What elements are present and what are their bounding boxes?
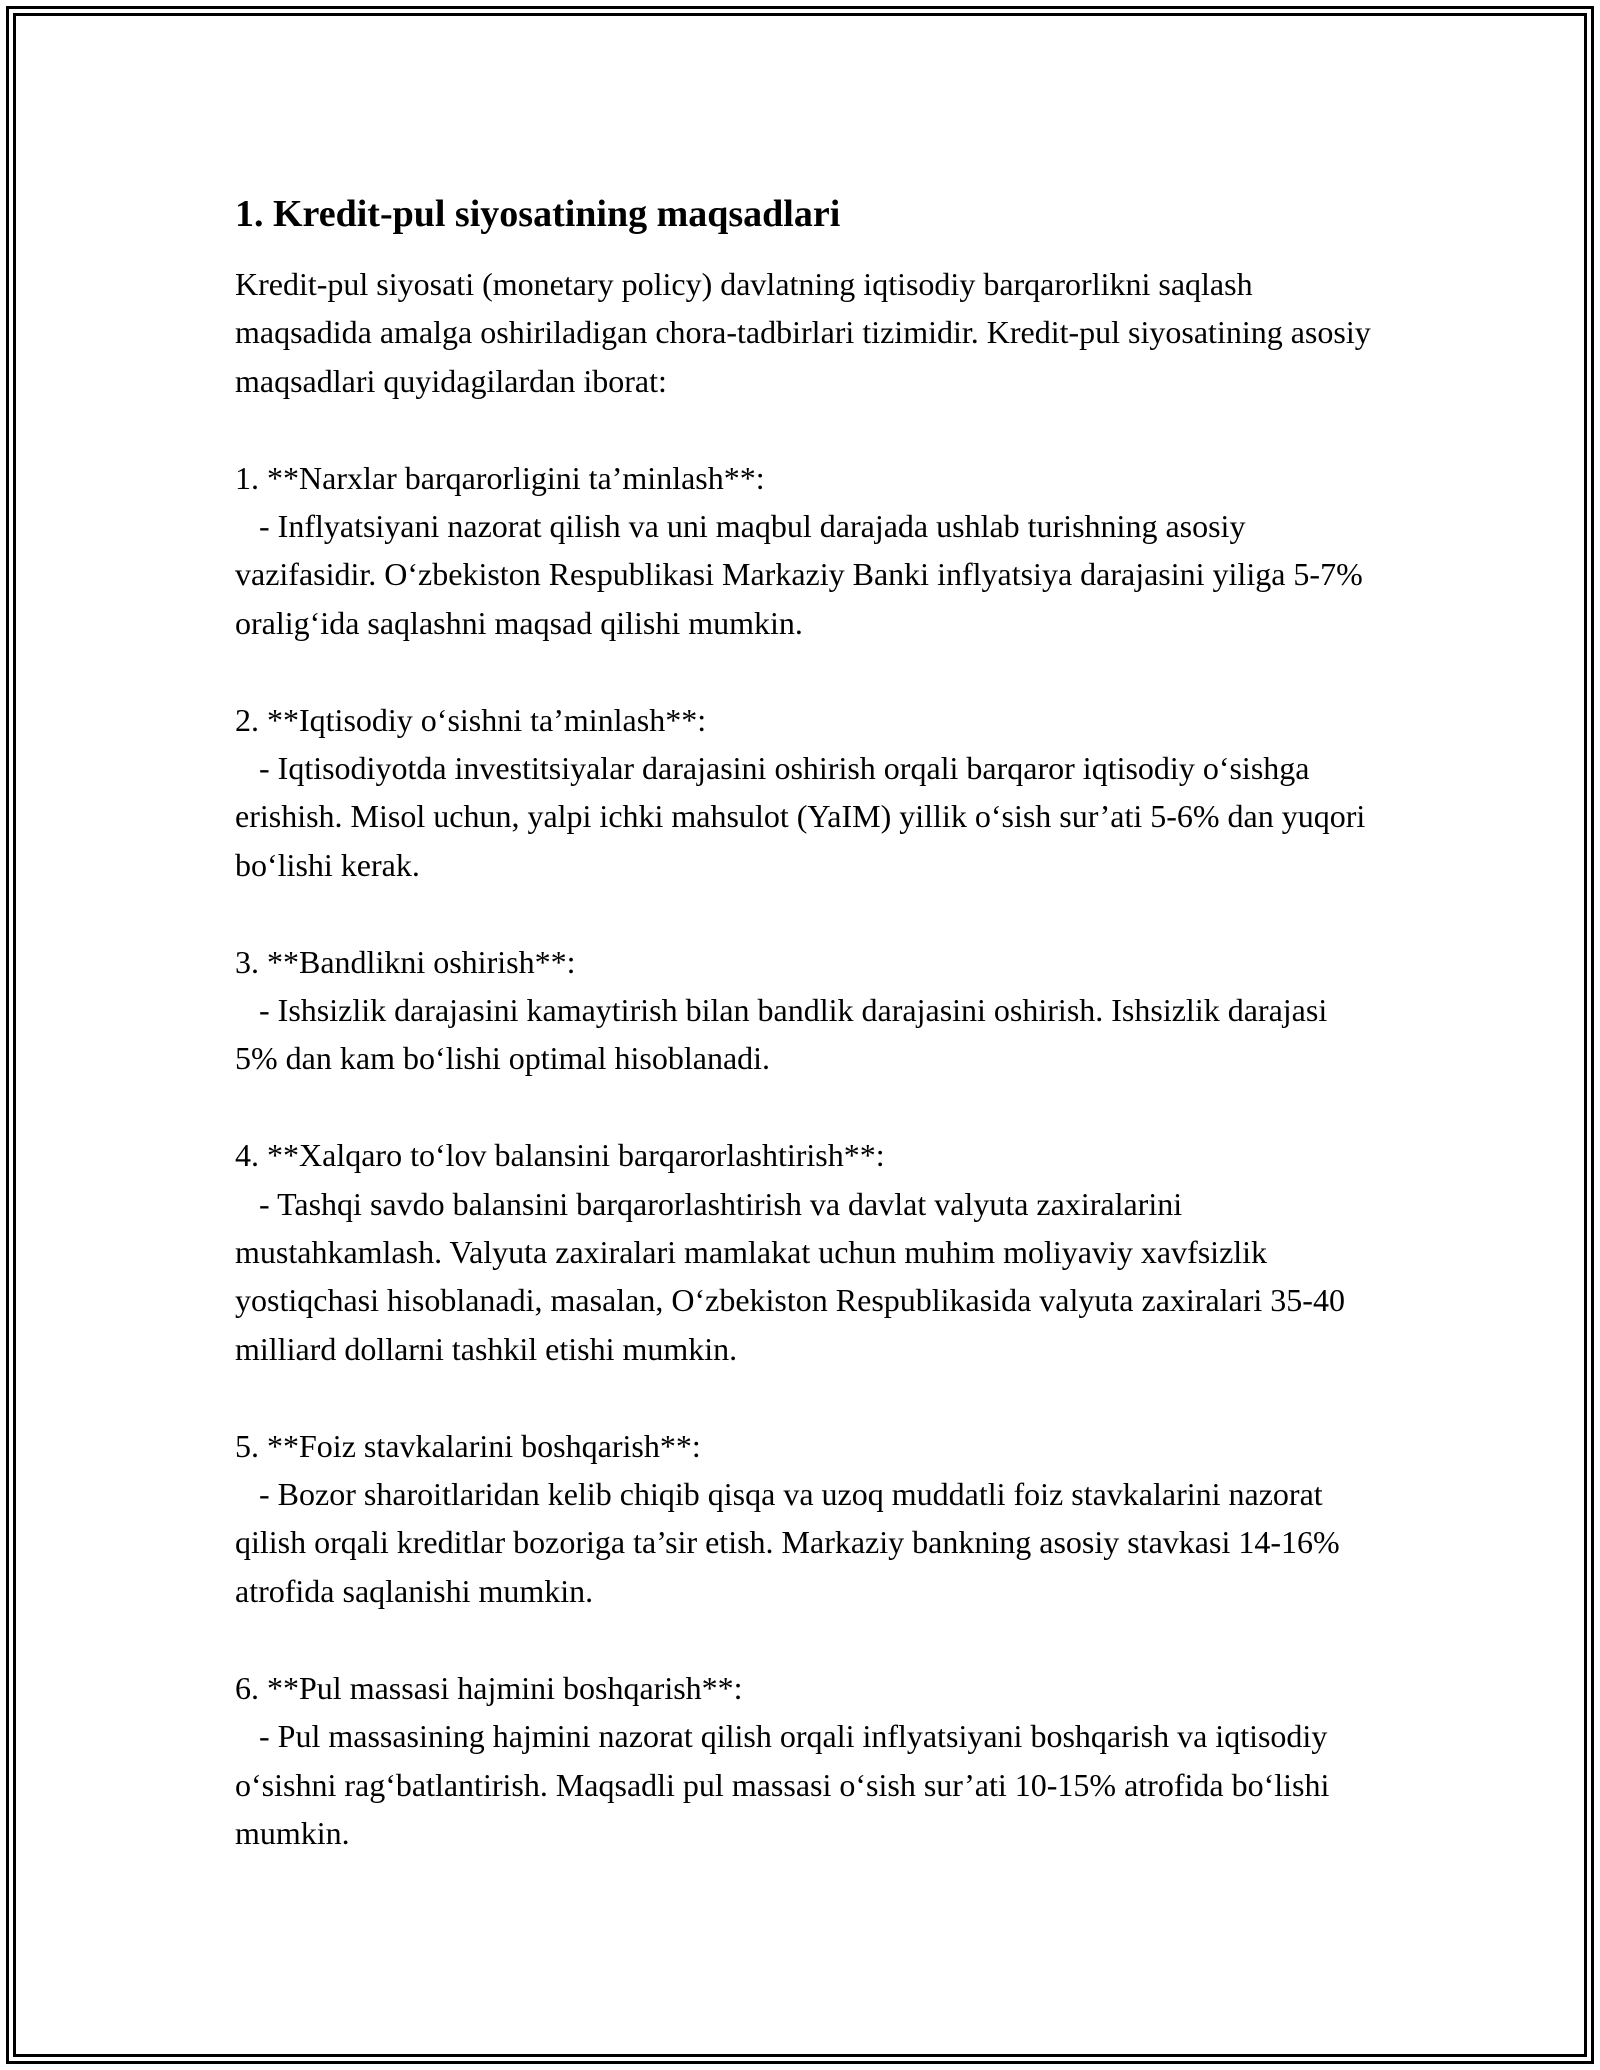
goal-title: 1. **Narxlar barqarorligini ta’minlash**: bbox=[235, 459, 765, 496]
document-body bbox=[235, 188, 1375, 1906]
goal-description: - Pul massasining hajmini nazorat qilish orqali inflyatsiyani boshqarish va iqtisodiy o‘sishni rag‘batlantirish. Maqsadli pul massasi o‘sish sur’ati 10-15% atrofida bo‘lishi mumkin. bbox=[235, 1718, 1330, 1851]
section-heading: 1. Kredit-pul siyosatining maqsadlari bbox=[235, 193, 841, 235]
goal-description: - Bozor sharoitlaridan kelib chiqib qisqa va uzoq muddatli foiz stavkalarini nazorat qilish orqali kreditlar bozoriga ta’sir etish. Markaziy bankning asosiy stavkasi 14-16% atrofida saqlanishi mumkin. bbox=[235, 1476, 1340, 1609]
goal-item-3 bbox=[235, 938, 1375, 1083]
goal-description: - Iqtisodiyotda investitsiyalar darajasini oshirish orqali barqaror iqtisodiy o‘sishga erishish. Misol uchun, yalpi ichki mahsulot (YaIM) yillik o‘sish sur’ati 5-6% dan yuqori bo‘lishi kerak. bbox=[235, 750, 1366, 883]
goal-item-2 bbox=[235, 696, 1375, 890]
goal-description: - Tashqi savdo balansini barqarorlashtirish va davlat valyuta zaxiralarini mustahkamlash. Valyuta zaxiralari mamlakat uchun muhim moliyaviy xavfsizlik yostiqchasi hisoblanadi, masalan, O‘zbekiston Respublikasida valyuta zaxiralari 35-40 milliard dollarni tashkil etishi mumkin. bbox=[235, 1185, 1345, 1367]
goal-title: 3. **Bandlikni oshirish**: bbox=[235, 943, 576, 980]
goal-title: 6. **Pul massasi hajmini boshqarish**: bbox=[235, 1669, 743, 1706]
goal-title: 2. **Iqtisodiy o‘sishni ta’minlash**: bbox=[235, 701, 707, 738]
goal-description: - Ishsizlik darajasini kamaytirish bilan bandlik darajasini oshirish. Ishsizlik darajasi 5% dan kam bo‘lishi optimal hisoblanadi. bbox=[235, 992, 1328, 1077]
goal-description: - Inflyatsiyani nazorat qilish va uni maqbul darajada ushlab turishning asosiy vazifasidir. O‘zbekiston Respublikasi Markaziy Banki inflyatsiya darajasini yiliga 5-7% oralig‘ida saqlashni maqsad qilishi mumkin. bbox=[235, 508, 1363, 641]
goal-item-5 bbox=[235, 1422, 1375, 1616]
goal-title: 5. **Foiz stavkalarini boshqarish**: bbox=[235, 1427, 701, 1464]
goal-item-6 bbox=[235, 1664, 1375, 1858]
goal-item-4 bbox=[235, 1131, 1375, 1373]
goal-item-1 bbox=[235, 454, 1375, 648]
goal-title: 4. **Xalqaro to‘lov balansini barqarorlashtirish**: bbox=[235, 1137, 885, 1174]
intro-paragraph: Kredit-pul siyosati (monetary policy) davlatning iqtisodiy barqarorlikni saqlash maqsadida amalga oshiriladigan chora-tadbirlari tizimidir. Kredit-pul siyosatining asosiy maqsadlari quyidagilardan iborat: bbox=[235, 266, 1371, 399]
